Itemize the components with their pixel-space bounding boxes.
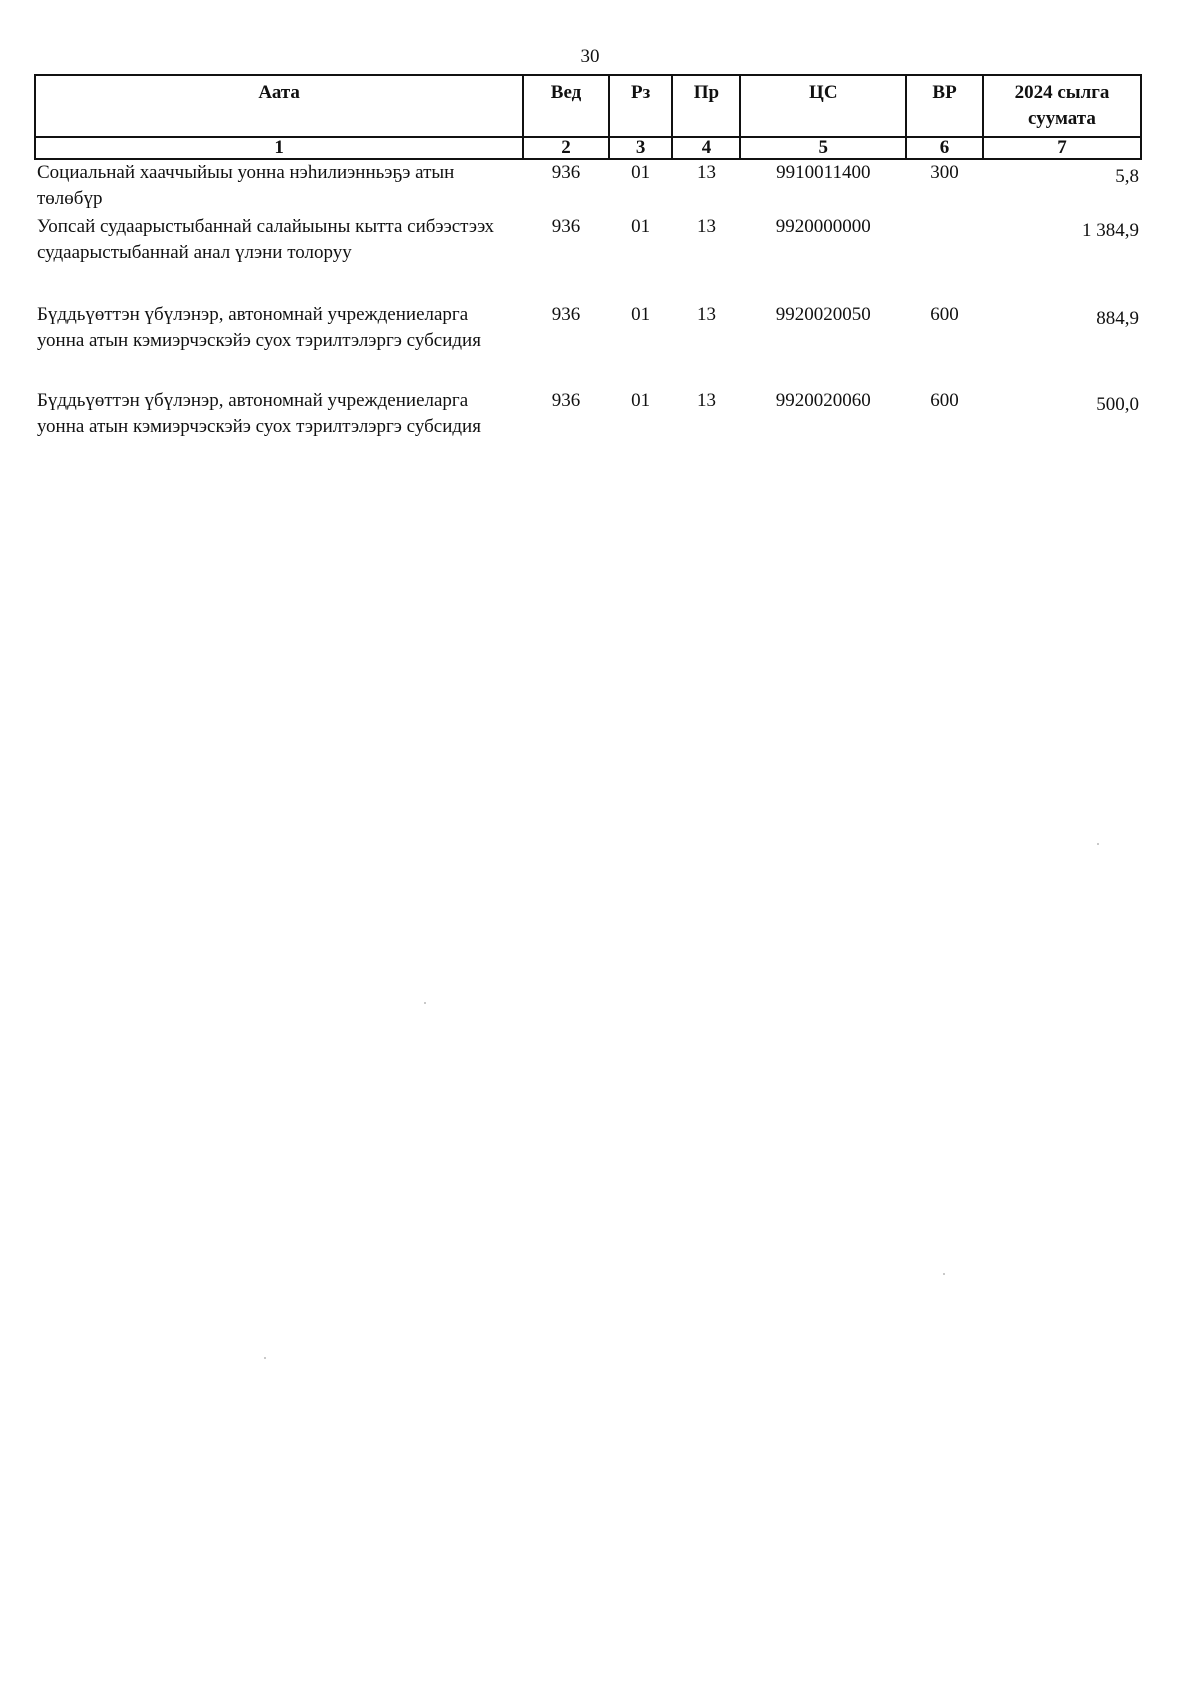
row-rz: 01	[631, 304, 651, 325]
row-name: Бүддьүөттэн үбүлэнэр, автономнай учреждениеларга уонна атын кэмиэрчэскэйэ суох тэрилтэлэргэ субсидия	[37, 390, 481, 437]
row-rz: 01	[631, 390, 651, 411]
header-ved: Вед	[523, 75, 609, 137]
scan-speck	[264, 1357, 266, 1359]
column-number: 2	[523, 137, 609, 159]
column-number: 1	[35, 137, 523, 159]
row-pr: 13	[696, 304, 716, 325]
column-number: 6	[906, 137, 983, 159]
row-cs: 9920020060	[775, 390, 871, 411]
column-number: 4	[672, 137, 740, 159]
row-vr	[906, 214, 983, 302]
header-row	[35, 75, 1141, 137]
scan-speck	[424, 1002, 426, 1004]
row-name: Бүддьүөттэн үбүлэнэр, автономнай учреждениеларга уонна атын кэмиэрчэскэйэ суох тэрилтэлэргэ субсидия	[37, 304, 481, 351]
row-vr: 600	[930, 304, 959, 325]
table-row	[35, 214, 1141, 302]
row-cs: 9920020050	[775, 304, 871, 325]
row-ved: 936	[551, 162, 581, 183]
scan-speck	[1097, 843, 1099, 845]
header-rz: Рз	[609, 75, 673, 137]
header-name: Аата	[35, 75, 523, 137]
row-rz: 01	[631, 216, 651, 237]
row-pr: 13	[696, 390, 716, 411]
row-vr: 600	[930, 390, 959, 411]
row-pr: 13	[696, 216, 716, 237]
header-cs: ЦС	[740, 75, 906, 137]
row-amount: 884,9	[1096, 308, 1139, 329]
scan-speck	[943, 1273, 945, 1275]
row-name: Уопсай судаарыстыбаннай салайыыны кытта сибээстээх судаарыстыбаннай анал үлэни толоруу	[37, 216, 495, 263]
header-amount: 2024 сылга суумата	[983, 75, 1141, 137]
row-ved: 936	[551, 216, 581, 237]
row-amount: 1 384,9	[1082, 220, 1139, 241]
header-vr: ВР	[906, 75, 983, 137]
row-pr: 13	[696, 162, 716, 183]
row-cs: 9910011400	[776, 162, 871, 183]
column-number: 7	[983, 137, 1141, 159]
row-rz: 01	[631, 162, 651, 183]
page-number: 30	[580, 46, 600, 67]
row-vr: 300	[930, 162, 959, 183]
row-amount: 500,0	[1096, 394, 1139, 415]
table-row	[35, 302, 1141, 388]
row-name: Социальнай хааччыйыы уонна нэһилиэнньэҕэ атын төлөбүр	[37, 162, 455, 209]
row-ved: 936	[551, 304, 581, 325]
table-row	[35, 388, 1141, 448]
table-row	[35, 159, 1141, 214]
column-number-row	[35, 137, 1141, 159]
column-number: 5	[740, 137, 906, 159]
row-cs: 9920000000	[775, 216, 871, 237]
column-number: 3	[609, 137, 673, 159]
row-amount: 5,8	[1115, 166, 1139, 187]
header-pr: Пр	[672, 75, 740, 137]
budget-table	[34, 74, 1142, 448]
row-ved: 936	[551, 390, 581, 411]
